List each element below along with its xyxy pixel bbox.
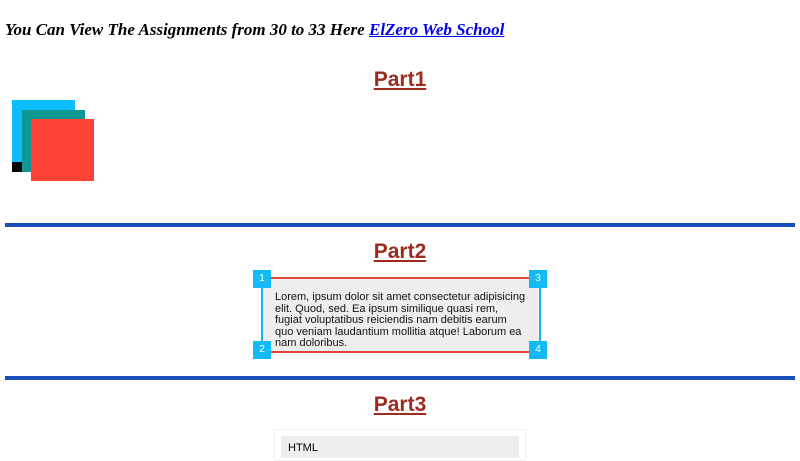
corner-2: 2 bbox=[253, 341, 271, 359]
lorem-box bbox=[261, 277, 541, 353]
heading-text: You Can View The Assignments from 30 to 33 Here bbox=[5, 20, 365, 39]
lorem-text: Lorem, ipsum dolor sit amet consectetur adipisicing elit. Quod, sed. Ea ipsum similique quasi rem, fugiat voluptatibus reiciendis nam debitis earum quo veniam laudantium mollitia atque! Laborum ea nam doloribus. bbox=[275, 291, 526, 349]
part2-title: Part2 bbox=[373, 240, 427, 263]
corner-4: 4 bbox=[529, 341, 547, 359]
part3-list bbox=[274, 429, 526, 461]
divider bbox=[5, 223, 795, 227]
corner-1: 1 bbox=[253, 270, 271, 288]
elzero-link[interactable]: ElZero Web School bbox=[368, 20, 505, 39]
corner-3: 3 bbox=[529, 270, 547, 288]
divider bbox=[5, 376, 795, 380]
part1-title: Part1 bbox=[373, 68, 427, 91]
list-item: HTML bbox=[281, 436, 519, 458]
part3-title: Part3 bbox=[373, 393, 427, 416]
page-heading bbox=[5, 20, 504, 40]
red-square bbox=[31, 119, 94, 181]
black-square bbox=[12, 162, 22, 172]
